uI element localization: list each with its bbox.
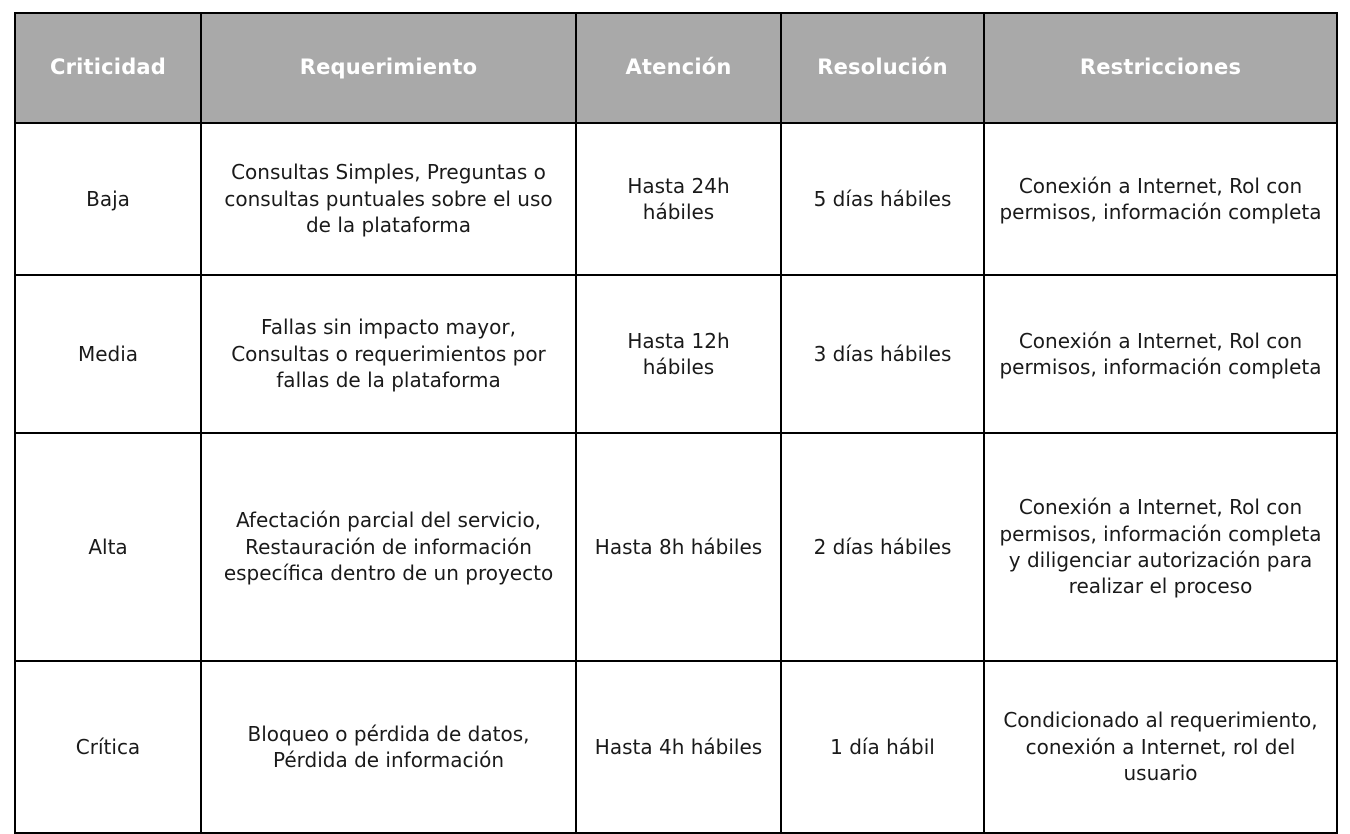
cell-resolucion: 1 día hábil — [781, 661, 984, 833]
cell-atencion: Hasta 8h hábiles — [576, 433, 781, 661]
table-row — [15, 661, 1337, 833]
service-levels-table — [14, 12, 1338, 834]
cell-restricciones: Conexión a Internet, Rol con permisos, información completa — [984, 123, 1337, 275]
cell-atencion: Hasta 12h hábiles — [576, 275, 781, 433]
cell-resolucion: 2 días hábiles — [781, 433, 984, 661]
cell-requerimiento: Bloqueo o pérdida de datos, Pérdida de información — [201, 661, 576, 833]
cell-resolucion: 3 días hábiles — [781, 275, 984, 433]
cell-restricciones: Condicionado al requerimiento, conexión a Internet, rol del usuario — [984, 661, 1337, 833]
table-row — [15, 433, 1337, 661]
column-header-resolucion: Resolución — [781, 13, 984, 123]
table-row — [15, 275, 1337, 433]
column-header-requerimiento: Requerimiento — [201, 13, 576, 123]
cell-restricciones: Conexión a Internet, Rol con permisos, información completa — [984, 275, 1337, 433]
cell-restricciones: Conexión a Internet, Rol con permisos, información completa y diligenciar autorización para realizar el proceso — [984, 433, 1337, 661]
cell-atencion: Hasta 4h hábiles — [576, 661, 781, 833]
column-header-atencion: Atención — [576, 13, 781, 123]
cell-criticidad: Crítica — [15, 661, 201, 833]
cell-requerimiento: Consultas Simples, Preguntas o consultas puntuales sobre el uso de la plataforma — [201, 123, 576, 275]
cell-requerimiento: Fallas sin impacto mayor, Consultas o requerimientos por fallas de la plataforma — [201, 275, 576, 433]
table-row — [15, 123, 1337, 275]
cell-resolucion: 5 días hábiles — [781, 123, 984, 275]
cell-requerimiento: Afectación parcial del servicio, Restauración de información específica dentro de un proyecto — [201, 433, 576, 661]
cell-atencion: Hasta 24h hábiles — [576, 123, 781, 275]
column-header-criticidad: Criticidad — [15, 13, 201, 123]
table-header — [15, 13, 1337, 123]
table-body — [15, 123, 1337, 833]
table-header-row — [15, 13, 1337, 123]
cell-criticidad: Baja — [15, 123, 201, 275]
cell-criticidad: Media — [15, 275, 201, 433]
cell-criticidad: Alta — [15, 433, 201, 661]
column-header-restricciones: Restricciones — [984, 13, 1337, 123]
